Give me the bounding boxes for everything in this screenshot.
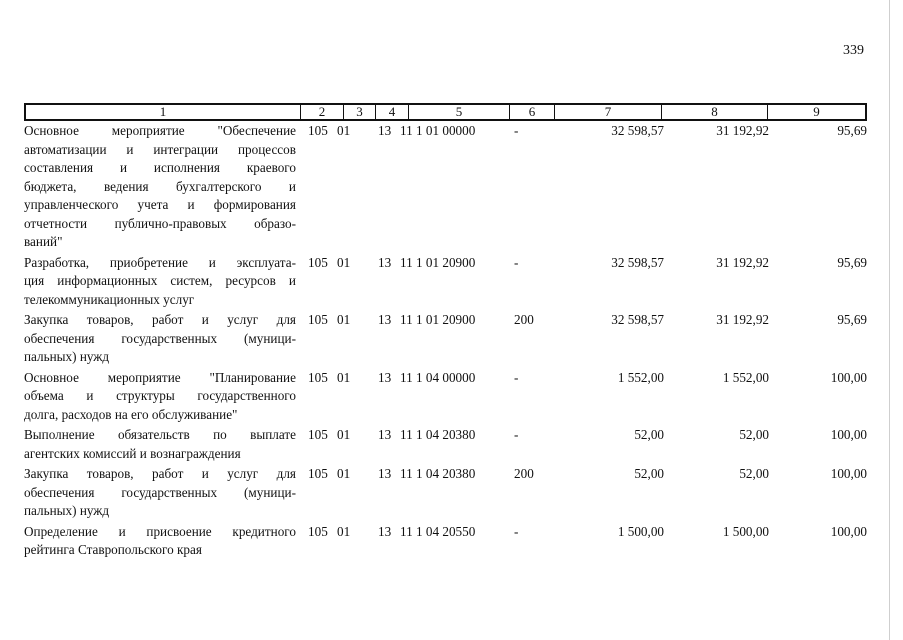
word: "Обеспечение (217, 123, 296, 138)
word: формирования (213, 197, 296, 212)
description-line (24, 159, 296, 178)
description-line (24, 484, 296, 503)
col-planned: 52,00 (634, 466, 664, 481)
col-executed: 31 192,92 (716, 123, 769, 138)
description-line (24, 523, 296, 542)
word: процессов (237, 141, 296, 157)
col-planned: 32 598,57 (611, 254, 664, 270)
col-executed: 31 192,92 (716, 254, 769, 270)
col-target-article: 11 1 04 00000 (400, 369, 476, 385)
word: обеспечения (24, 484, 95, 500)
col-executed: 31 192,92 (716, 312, 769, 327)
col-subsection: 01 (337, 312, 351, 327)
word: и (187, 197, 195, 212)
word: присвоение (146, 523, 212, 539)
col-subsection-2: 13 (378, 427, 392, 442)
col-percent: 100,00 (830, 369, 867, 385)
table-row (24, 465, 867, 521)
word: (муници- (244, 330, 296, 346)
description-line (24, 272, 296, 291)
col-expense-type: 200 (514, 466, 534, 481)
col-section: 105 (308, 123, 328, 138)
col-planned: 32 598,57 (611, 312, 664, 327)
header-col-7: 7 (554, 105, 661, 119)
word: Основное (24, 369, 79, 385)
word: и (86, 388, 94, 403)
word: мероприятие (107, 369, 181, 385)
word: и (288, 178, 296, 194)
word: Определение (24, 523, 98, 539)
word: бюджета, (24, 178, 77, 194)
word: составления (24, 160, 94, 175)
header-col-1: 1 (159, 104, 167, 119)
row-description (24, 426, 296, 463)
page-edge-line (889, 0, 890, 640)
description-line (24, 426, 296, 445)
word: работ (152, 312, 184, 327)
word: товаров, (86, 312, 134, 327)
row-description (24, 254, 296, 310)
col-planned: 52,00 (634, 427, 664, 442)
word: государственных (121, 484, 218, 500)
col-expense-type: - (514, 369, 519, 385)
header-col-5: 5 (408, 105, 509, 119)
row-description (24, 122, 296, 252)
description-line (24, 369, 296, 388)
word: эксплуата- (236, 254, 296, 270)
word: краевого (246, 160, 296, 175)
word: структуры (116, 388, 175, 403)
description-line (24, 196, 296, 215)
col-target-article: 11 1 01 20900 (400, 312, 476, 327)
description-line: долга, расходов на его обслуживание" (24, 406, 238, 422)
word: публично-правовых (114, 215, 227, 231)
col-subsection-2: 13 (378, 466, 392, 481)
word: кредитного (232, 523, 296, 539)
description-line (24, 311, 296, 330)
col-subsection: 01 (337, 123, 351, 138)
col-planned: 32 598,57 (611, 123, 664, 138)
table-header-row (24, 103, 867, 121)
col-target-article: 11 1 01 00000 (400, 123, 476, 138)
col-target-article: 11 1 04 20380 (400, 466, 476, 481)
word: и (201, 312, 209, 327)
word: для (276, 312, 296, 327)
col-target-article: 11 1 04 20550 (400, 523, 476, 539)
word: приобретение (109, 254, 188, 270)
col-section: 105 (308, 369, 328, 385)
word: (муници- (244, 484, 296, 500)
word: мероприятие (111, 123, 185, 138)
word: государственных (121, 330, 218, 346)
word: объема (24, 388, 64, 403)
col-expense-type: 200 (514, 312, 534, 327)
word: услуг (227, 466, 259, 481)
header-col-4: 4 (375, 105, 408, 119)
word: обеспечения (24, 330, 95, 346)
word: Закупка (24, 466, 69, 481)
description-line: ваний" (24, 234, 63, 249)
word: и (126, 141, 134, 157)
table-body (24, 122, 867, 560)
row-description (24, 311, 296, 367)
description-line: пальных) нужд (24, 349, 110, 364)
table-row (24, 311, 867, 367)
col-expense-type: - (514, 123, 519, 138)
col-percent: 100,00 (830, 427, 867, 442)
col-subsection-2: 13 (378, 523, 392, 539)
table-row (24, 426, 867, 463)
col-executed: 52,00 (739, 427, 769, 442)
word: отчетности (24, 215, 88, 231)
word: автоматизации (24, 141, 107, 157)
col-percent: 95,69 (837, 123, 867, 138)
word: и (288, 273, 296, 288)
col-subsection-2: 13 (378, 123, 392, 138)
col-subsection-2: 13 (378, 312, 392, 327)
col-target-article: 11 1 01 20900 (400, 254, 476, 270)
word: исполнения (153, 160, 220, 175)
col-subsection: 01 (337, 369, 351, 385)
word: ведения (103, 178, 149, 194)
row-description (24, 465, 296, 521)
header-col-8: 8 (661, 105, 767, 119)
word: бухгалтерского (176, 178, 262, 194)
col-planned: 1 552,00 (617, 369, 664, 385)
table-row (24, 122, 867, 252)
header-col-9: 9 (767, 105, 865, 119)
col-planned: 1 500,00 (617, 523, 664, 539)
word: для (276, 466, 296, 481)
description-line: пальных) нужд (24, 503, 110, 518)
col-section: 105 (308, 466, 328, 481)
col-section: 105 (308, 523, 328, 539)
word: систем, (170, 273, 213, 288)
description-line (24, 330, 296, 349)
col-subsection: 01 (337, 427, 351, 442)
description-line: телекоммуникационных услуг (24, 291, 195, 307)
col-subsection: 01 (337, 254, 351, 270)
header-col-3: 3 (343, 105, 375, 119)
word: услуг (227, 312, 259, 327)
header-col-6: 6 (509, 105, 554, 119)
word: и (119, 160, 128, 175)
word: и (201, 466, 209, 481)
word: Основное (24, 123, 79, 138)
word: товаров, (86, 466, 134, 481)
col-subsection: 01 (337, 523, 351, 539)
description-line (24, 178, 296, 197)
description-line (24, 215, 296, 234)
description-line (24, 465, 296, 484)
col-subsection-2: 13 (378, 369, 392, 385)
word: Закупка (24, 312, 69, 327)
word: выплате (250, 427, 296, 442)
header-col-2: 2 (300, 105, 343, 119)
col-subsection: 01 (337, 466, 351, 481)
description-line: рейтинга Ставропольского края (24, 542, 202, 557)
col-target-article: 11 1 04 20380 (400, 427, 476, 442)
word: интеграции (153, 141, 219, 157)
word: работ (152, 466, 184, 481)
word: и (118, 523, 126, 539)
col-section: 105 (308, 312, 328, 327)
description-line (24, 387, 296, 406)
word: информационных (57, 273, 158, 288)
word: и (208, 254, 216, 270)
col-percent: 100,00 (830, 523, 867, 539)
word: Выполнение (24, 427, 95, 442)
word: образо- (254, 215, 296, 231)
table-row (24, 254, 867, 310)
word: ция (24, 273, 45, 288)
col-expense-type: - (514, 254, 519, 270)
description-line (24, 141, 296, 160)
word: "Планирование (209, 369, 296, 385)
col-section: 105 (308, 254, 328, 270)
word: Разработка, (24, 254, 90, 270)
word: обязательств (117, 427, 190, 442)
budget-table (24, 103, 867, 562)
table-row (24, 523, 867, 560)
col-expense-type: - (514, 523, 519, 539)
col-percent: 95,69 (837, 254, 867, 270)
description-line: агентских комиссий и вознаграждения (24, 445, 241, 461)
table-row (24, 369, 867, 425)
col-section: 105 (308, 427, 328, 442)
col-executed: 52,00 (739, 466, 769, 481)
description-line (24, 254, 296, 273)
word: по (213, 427, 227, 442)
row-description (24, 369, 296, 425)
col-subsection-2: 13 (378, 254, 392, 270)
description-line (24, 122, 296, 141)
col-executed: 1 500,00 (722, 523, 769, 539)
col-percent: 100,00 (830, 466, 867, 481)
row-description (24, 523, 296, 560)
col-percent: 95,69 (837, 312, 867, 327)
page-number: 339 (843, 43, 864, 58)
col-expense-type: - (514, 427, 519, 442)
word: ресурсов (225, 273, 276, 288)
word: управленческого (24, 197, 119, 212)
col-executed: 1 552,00 (722, 369, 769, 385)
word: государственного (197, 388, 296, 403)
word: учета (137, 197, 169, 212)
